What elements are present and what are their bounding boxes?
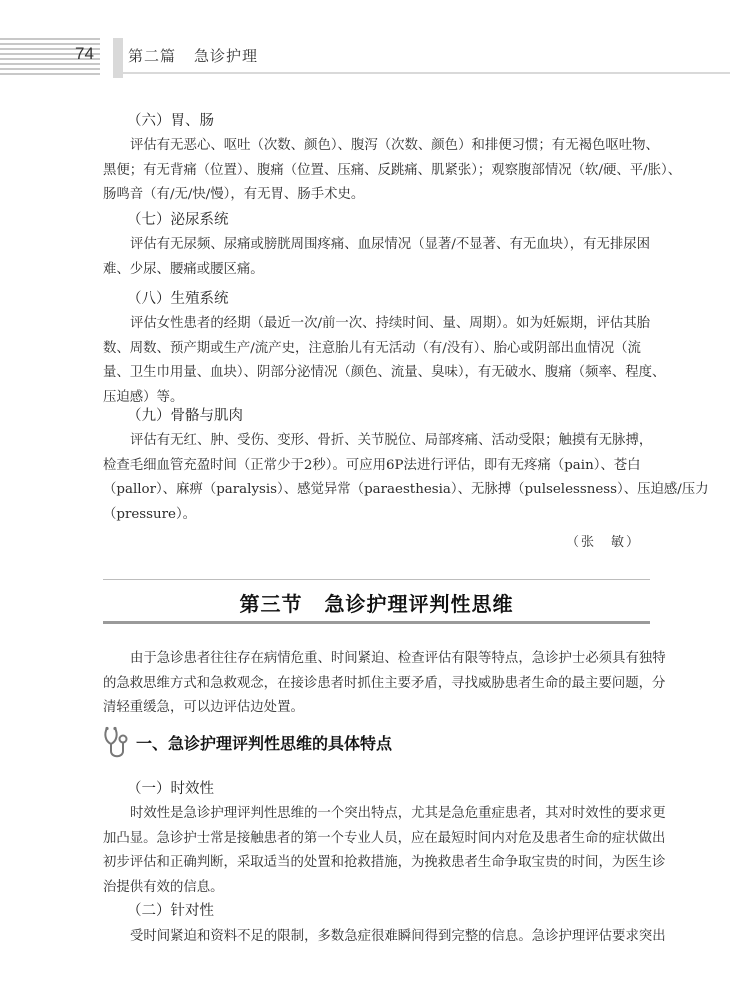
paragraph-reproductive: 评估女性患者的经期（最近一次/前一次、持续时间、量、周期）。如为妊娠期，评估其胎 数、周数、预产期或生产/流产史，注意胎儿有无活动（有/没有）、胎心或阴部出血情况（流 量、卫生巾用量、血块）、阴部分泌情况（颜色、流量、臭味），有无破水、腹痛（频率、程度、 压迫感）等。 xyxy=(103,316,666,405)
paragraph-musculoskeletal: 评估有无红、肿、受伤、变形、骨折、关节脱位、局部疼痛、活动受限；触摸有无脉搏， 检查毛细血管充盈时间（正常少于2秒）。可应用6P法进行评估，即有无疼痛（pain）、苍白 （pallor）、麻痹（paralysis）、感觉异常（paraesthesia）、无脉搏（pulselessness）、压迫感/压力 （pressure）。 xyxy=(103,433,709,522)
heading-critical-thinking-features: 一、急诊护理评判性思维的具体特点 xyxy=(136,734,393,753)
section-intro-paragraph: 由于急诊患者往往存在病情危重、时间紧迫、检查评估有限等特点，急诊护士必须具有独特 的急救思维方式和急救观念，在接诊患者时抓住主要矛盾，寻找威胁患者生命的最主要问题，分 清轻重缓急，可以边评估边处置。 xyxy=(103,651,666,715)
section-rule-bottom xyxy=(103,621,650,624)
section-title xyxy=(103,588,650,617)
author-signature: （张 敏） xyxy=(566,535,642,550)
section-rule-top xyxy=(103,579,650,580)
paragraph-urinary: 评估有无尿频、尿痛或膀胱周围疼痛、血尿情况（显著/不显著、有无血块），有无排尿困 难、少尿、腰痛或腰区痛。 xyxy=(103,237,651,277)
paragraph-stomach-intestine: 评估有无恶心、呕吐（次数、颜色）、腹泻（次数、颜色）和排便习惯；有无褐色呕吐物、 黑便；有无背痛（位置）、腹痛（位置、压痛、反跳痛、肌紧张）；观察腹部情况（软/硬、平/胀）、 肠鸣音（有/无/快/慢），有无胃、肠手术史。 xyxy=(103,138,682,202)
paragraph-timeliness: 时效性是急诊护理评判性思维的一个突出特点，尤其是急危重症患者，其对时效性的要求更 加凸显。急诊护士常是接触患者的第一个专业人员，应在最短时间内对危及患者生命的症状做出 初步评估和正确判断，采取适当的处置和抢救措施，为挽救患者生命争取宝贵的时间，为医生诊 治提供有效的信息。 xyxy=(103,806,666,895)
subheading-stomach-intestine: （六）胃、肠 xyxy=(127,113,214,129)
section-title-text: 急诊护理评判性思维 xyxy=(324,592,514,616)
page-number: 74 xyxy=(75,44,94,63)
subheading-reproductive: （八）生殖系统 xyxy=(127,291,229,307)
subheading-pertinence: （二）针对性 xyxy=(127,903,214,919)
header-rule xyxy=(113,72,730,74)
running-header xyxy=(128,45,258,66)
subheading-musculoskeletal: （九）骨骼与肌肉 xyxy=(127,408,243,424)
paragraph-pertinence: 受时间紧迫和资料不足的限制，多数急症很难瞬间得到完整的信息。急诊护理评估要求突出 xyxy=(130,929,666,944)
subheading-timeliness: （一）时效性 xyxy=(127,781,214,797)
stethoscope-icon xyxy=(103,726,133,760)
part-title: 急诊护理 xyxy=(194,47,259,65)
subheading-urinary: （七）泌尿系统 xyxy=(127,212,229,228)
section-number: 第三节 xyxy=(239,592,303,616)
part-label: 第二篇 xyxy=(128,47,177,65)
